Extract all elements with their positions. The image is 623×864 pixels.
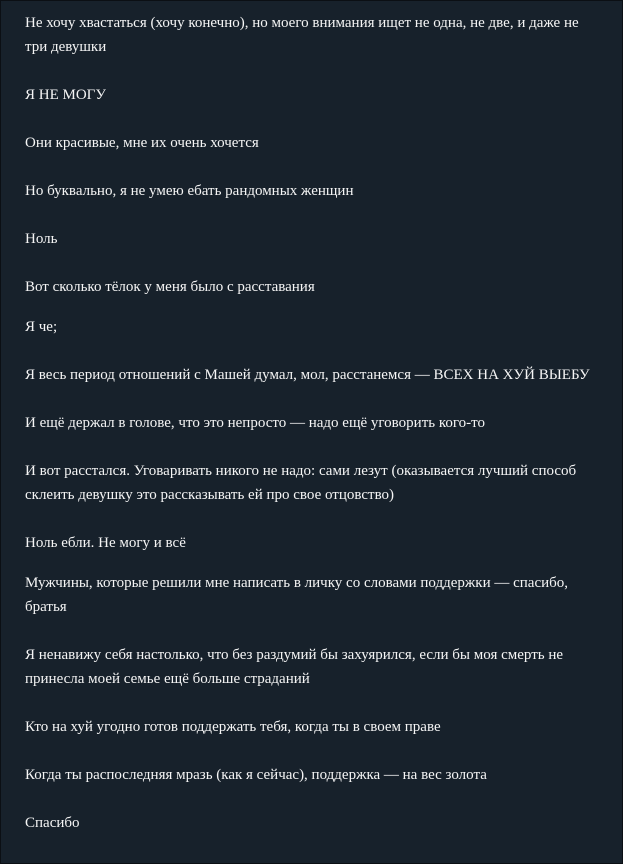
message-paragraph: Ноль ебли. Не могу и всё [25, 535, 186, 551]
message-paragraph: Не хочу хвастаться (хочу конечно), но моего внимания ищет не одна, не две, и даже не три девушки [25, 15, 579, 55]
message-paragraph: И вот расстался. Уговаривать никого не надо: сами лезут (оказывается лучший способ склеить девушку это рассказывать ей про свое отцовство) [25, 463, 577, 503]
message-paragraph: Мужчины, которые решили мне написать в личку со словами поддержки — спасибо, братья [25, 575, 569, 615]
message-paragraph: Я ненавижу себя настолько, что без раздумий бы захуярился, если бы моя смерть не принесла моей семье ещё больше страданий [25, 647, 564, 687]
message-paragraph: Они красивые, мне их очень хочется [25, 135, 259, 151]
message-paragraph: Но буквально, я не умею ебать рандомных женщин [25, 183, 354, 199]
message-paragraph: Спасибо [25, 815, 80, 831]
message-paragraph: И ещё держал в голове, что это непросто — надо ещё уговорить кого-то [25, 415, 485, 431]
message-paragraph: Я че; [25, 319, 58, 335]
message-paragraph: Я весь период отношений с Машей думал, мол, расстанемся — ВСЕХ НА ХУЙ ВЫЕБУ [25, 367, 590, 383]
message-paragraph: Кто на хуй угодно готов поддержать тебя, когда ты в своем праве [25, 719, 441, 735]
message-paragraph: Ноль [25, 231, 58, 247]
message-paragraph: Вот сколько тёлок у меня было с расставания [25, 279, 315, 295]
message-text [25, 11, 595, 859]
message-paragraph: Когда ты распоследняя мразь (как я сейчас), поддержка — на вес золота [25, 767, 487, 783]
message-paragraph: Я НЕ МОГУ [25, 87, 106, 103]
